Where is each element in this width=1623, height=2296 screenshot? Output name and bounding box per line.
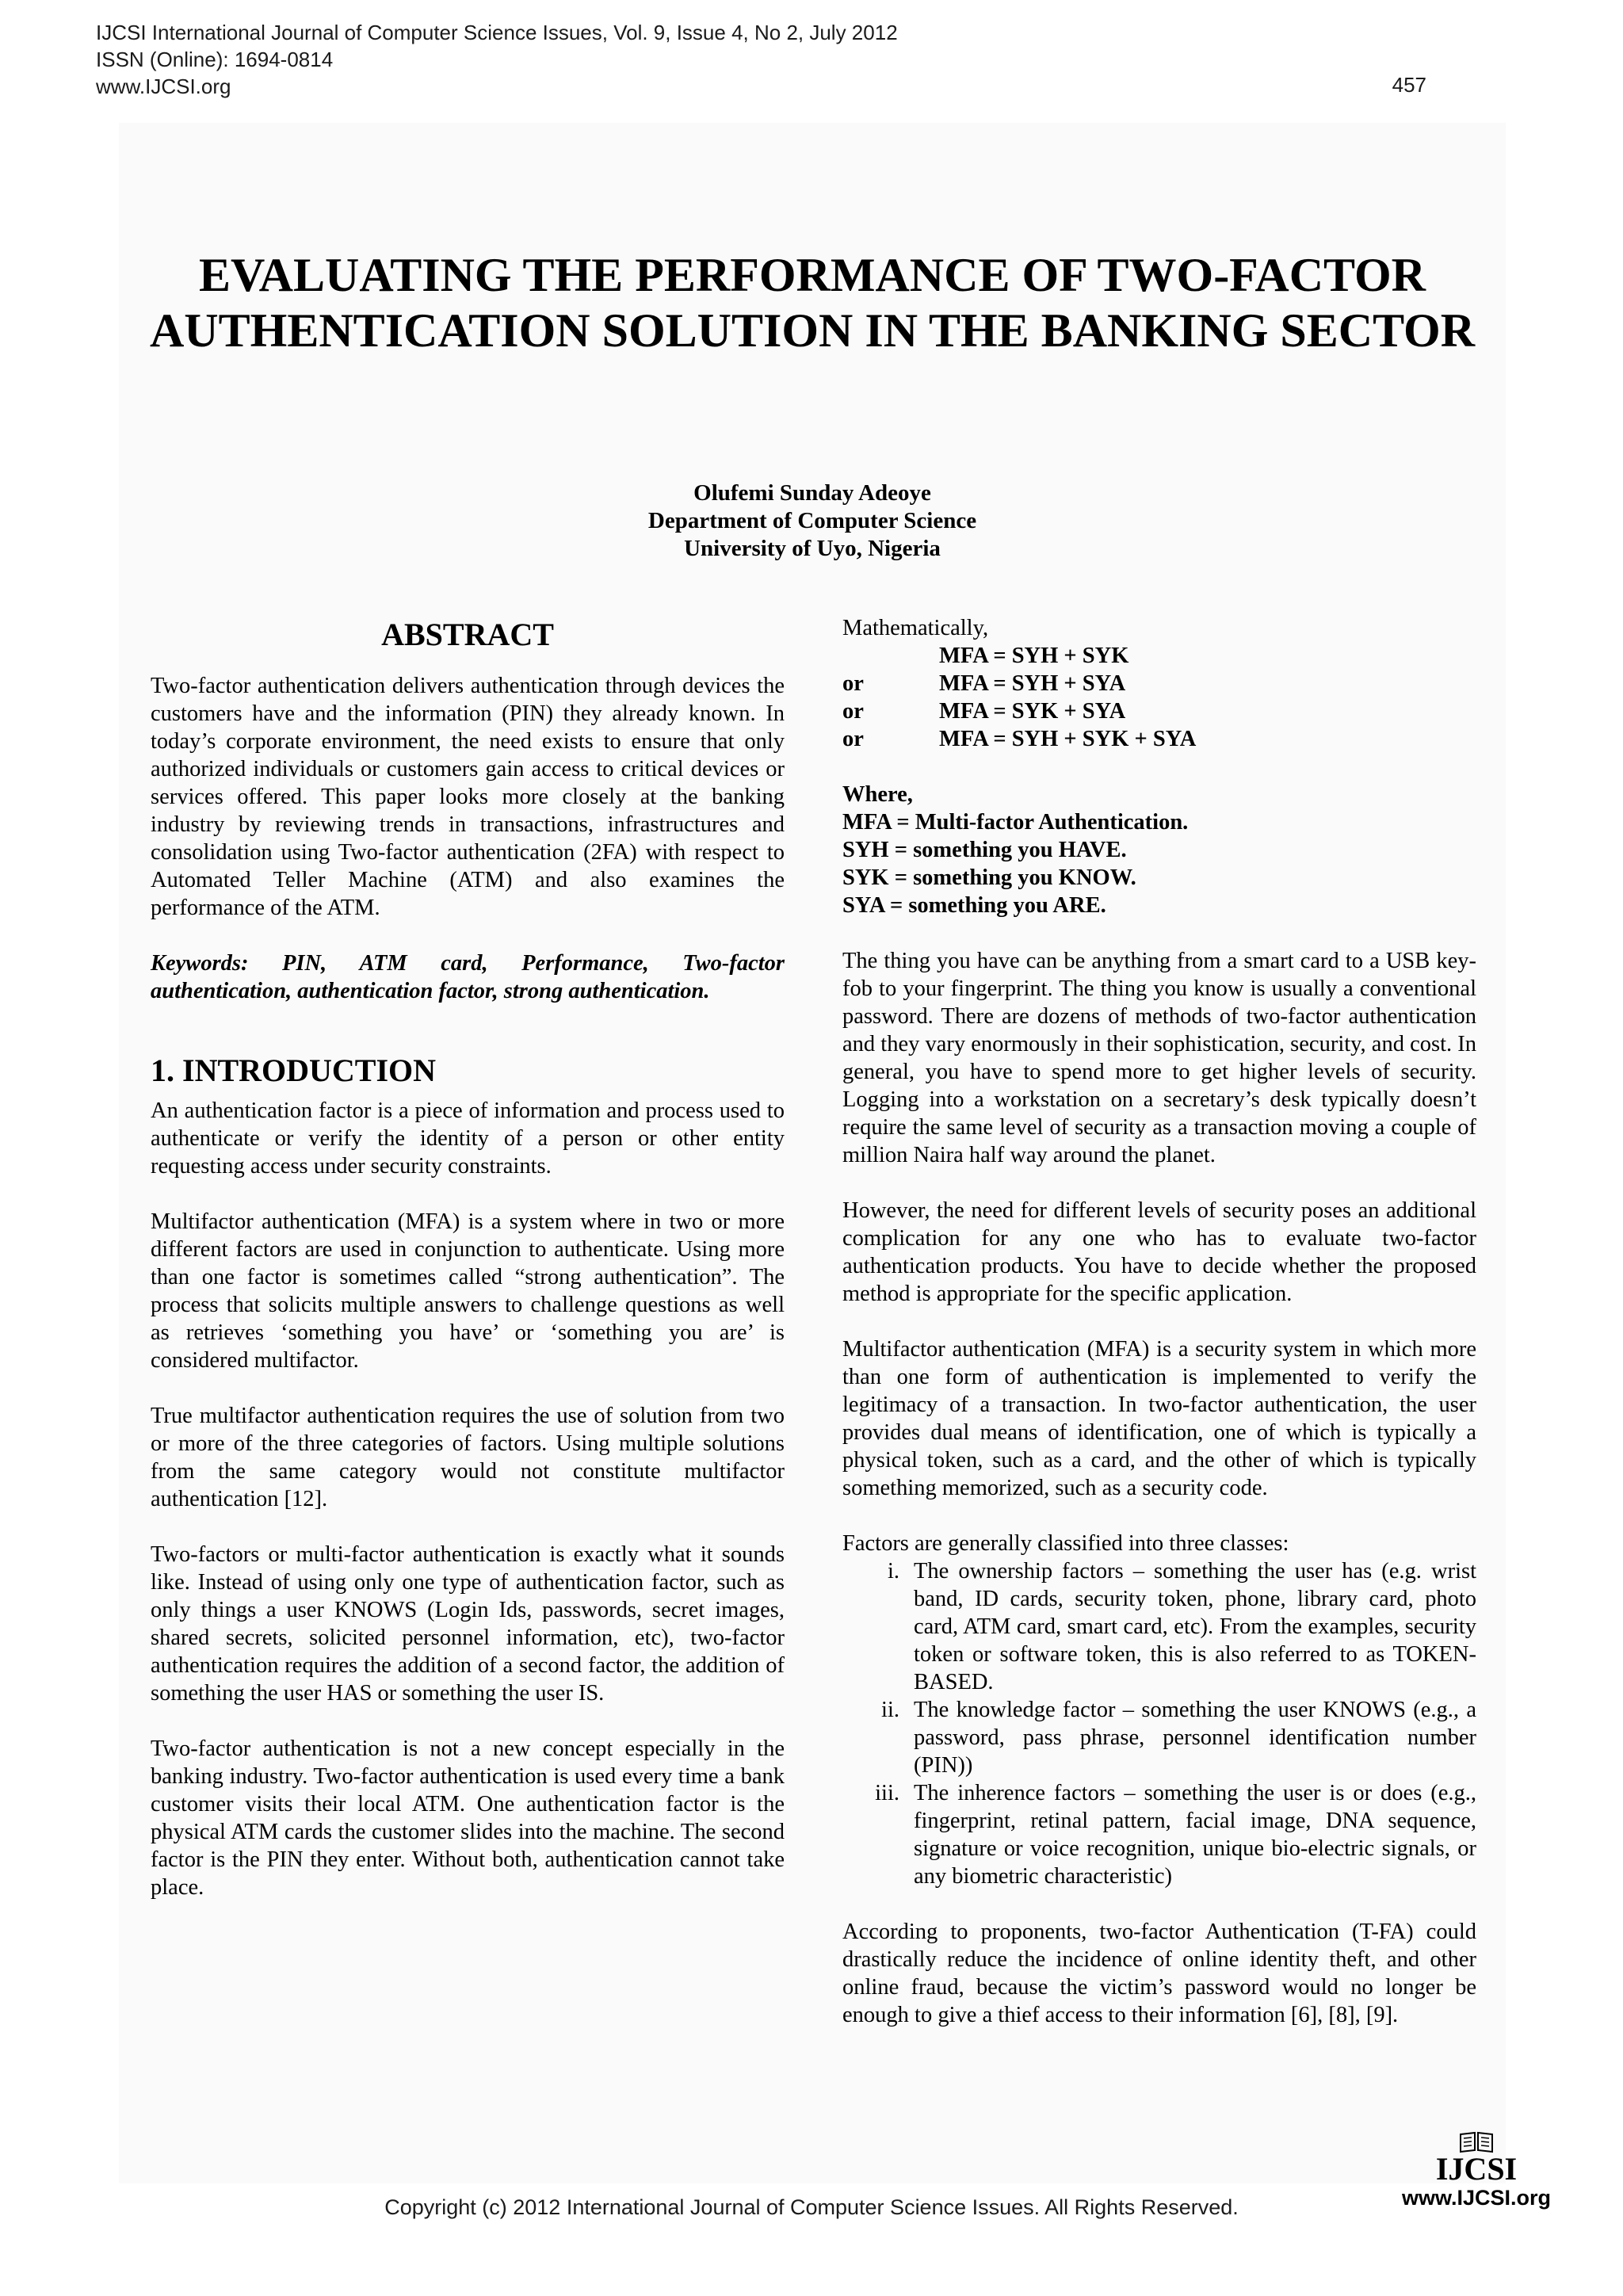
definition-line: SYK = something you KNOW. [842,865,1136,890]
copyright-footer: Copyright (c) 2012 International Journal of Computer Science Issues. All Rights Reserved. [384,2195,1239,2219]
intro-paragraph: True multifactor authentication requires the use of solution from two or more of the three categories of factors. Using multiple solutions from the same category would not constitute multifactor authentication [12]. [151,1404,785,1511]
journal-line: IJCSI International Journal of Computer Science Issues, Vol. 9, Issue 4, No 2, July 2012 [96,21,898,44]
intro-paragraph: An authentication factor is a piece of information and process used to authenticate or verify the identity of a person or other entity requesting access under security constraints. [151,1098,785,1179]
definition-line: SYH = something you HAVE. [842,838,1127,862]
abstract-text: Two-factor authentication delivers authentication through devices the customers have and the information (PIN) they already known. In today’s corporate environment, the need exists to ensure that only authorized individuals or customers gain access to critical devices or services offered. This paper looks more closely at the banking industry by reviewing trends in transactions, infrastructures and consolidation using Two-factor authentication (2FA) with respect to Automated Teller Machine (ATM) and also examines the performance of the ATM. [151,674,785,920]
definition-line: MFA = Multi-factor Authentication. [842,810,1189,835]
body-paragraph: However, the need for different levels of security poses an additional complication for any one who has to evaluate two-factor authentication products. You have to decide whether the proposed method is appropriate for the specific application. [842,1198,1476,1306]
introduction-heading: 1. INTRODUCTION [151,1052,437,1088]
formula-row: or MFA = SYH + SYK + SYA [842,727,1197,751]
logo-url[interactable]: www.IJCSI.org [1401,2186,1552,2210]
formula-row: or MFA = SYK + SYA [842,697,1196,725]
author-university: University of Uyo, Nigeria [684,536,941,561]
body-paragraph: Multifactor authentication (MFA) is a security system in which more than one form of authentication is implemented to verify the legitimacy of a transaction. In two-factor authentication, the user provides dual means of identification, one of which is typically a physical token, such as a card, and the other of which is typically something memorized, such as a security code. [842,1337,1476,1500]
left-column [151,614,785,1901]
definition-line: SYA = something you ARE. [842,893,1106,918]
right-column [842,614,1476,2029]
formula-expression: MFA = SYH + SYA [939,671,1126,696]
formula-row [842,642,1196,670]
author-department: Department of Computer Science [647,508,977,533]
abstract-heading: ABSTRACT [381,617,554,652]
formula-row: or MFA = SYH + SYA [842,670,1196,697]
keywords: Keywords: PIN, ATM card, Performance, Two-factor authentication, authentication factor, strong authentication. [151,951,785,1003]
formula-expression: MFA = SYK + SYA [939,699,1126,724]
journal-url[interactable]: www.IJCSI.org [96,74,231,98]
page-number: 457 [1392,73,1426,97]
body-paragraph: According to proponents, two-factor Authentication (T-FA) could drastically reduce the incidence of online identity theft, and other online fraud, because the victim’s password would no longer be enough to give a thief access to their information [6], [8], [9]. [842,1920,1476,2027]
intro-paragraph: Multifactor authentication (MFA) is a system where in two or more different factors are used in conjunction to authenticate. Using more than one factor is sometimes called “strong authentication”. The process that solicits multiple answers to challenge questions as well as retrieves ‘something you have’ or ‘something you are’ is considered multifactor. [151,1209,785,1373]
paper-title: EVALUATING THE PERFORMANCE OF TWO-FACTOR AUTHENTICATION SOLUTION IN THE BANKING SECTOR [149,249,1476,357]
list-item: iii. The inherence factors – something the user is or does (e.g., fingerprint, retinal pattern, facial image, DNA sequence, signature or voice recognition, unique bio-electric signals, or any biometric characteristic) [875,1781,1476,1889]
intro-paragraph: Two-factors or multi-factor authentication is exactly what it sounds like. Instead of using only one type of authentication factor, such as only things a user KNOWS (Login Ids, passwords, secret images, shared secrets, solicited personnel information, etc), two-factor authentication requires the addition of a second factor, the addition of something the user HAS or something the user IS. [151,1542,785,1706]
list-item: ii. The knowledge factor – something the user KNOWS (e.g., a password, pass phrase, personnel identification number (PIN)) [881,1698,1476,1778]
list-item: i. The ownership factors – something the user has (e.g. wrist band, ID cards, security token, phone, library card, photo card, ATM card, smart card, etc). From the examples, security token or software token, this is also referred to as TOKEN-BASED. [887,1559,1476,1694]
definition-line: Where, [842,782,913,807]
issn-line: ISSN (Online): 1694-0814 [96,48,334,71]
journal-header [96,19,1443,100]
formula-table [842,642,1196,753]
author-block [396,479,1228,563]
math-intro: Mathematically, [842,616,989,640]
formula-expression: MFA = SYH + SYK + SYA [939,727,1197,751]
logo-name: IJCSI [1435,2151,1518,2187]
ijcsi-logo [1393,2130,1560,2211]
formula-expression: MFA = SYH + SYK [939,644,1129,668]
author-name: Olufemi Sunday Adeoye [693,480,931,506]
intro-paragraph: Two-factor authentication is not a new concept especially in the banking industry. Two-factor authentication is used every time a bank customer visits their local ATM. One authentication factor is the physical ATM cards the customer slides into the machine. The second factor is the PIN they enter. Without both, authentication cannot take place. [151,1736,785,1900]
body-paragraph: The thing you have can be anything from a smart card to a USB key-fob to your fingerprint. The thing you know is usually a conventional password. There are dozens of methods of two-factor authentication and they vary enormously in their sophistication, security, and cost. In general, you have to spend more to get higher levels of security. Logging into a workstation on a secretary’s desk typically doesn’t require the same level of security as a transaction moving a couple of million Naira half way around the planet. [842,949,1476,1167]
definitions [842,781,1476,919]
factors-intro: Factors are generally classified into three classes: [842,1531,1289,1556]
factor-list [842,1557,1476,1890]
